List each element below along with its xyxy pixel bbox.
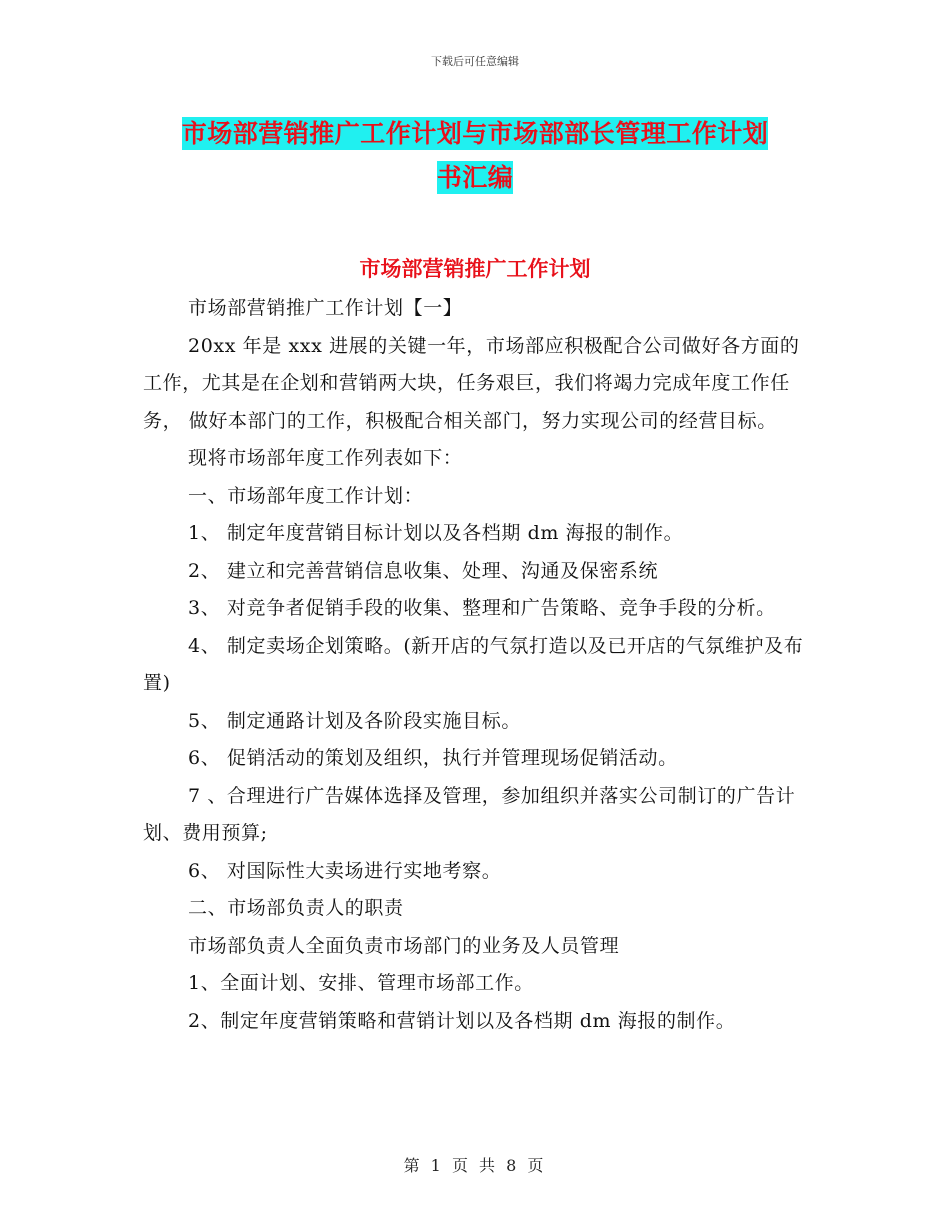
paragraph: 1、全面计划、安排、管理市场部工作。 — [188, 972, 534, 994]
paragraph: 20xx 年是 xxx 进展的关键一年，市场部应积极配合公司做好各方面的工作，尤其是在企划和营销两大块，任务艰巨，我们将竭力完成年度工作任务， 做好本部门的工作，积极配合相关部门，努力实现公司的经营目标。 — [143, 334, 800, 432]
document-title-line-2 — [0, 158, 950, 194]
paragraph: 2、 建立和完善营销信息收集、处理、沟通及保密系统 — [188, 559, 659, 582]
paragraph: 市场部负责人全面负责市场部门的业务及人员管理 — [188, 934, 620, 957]
paragraph: 6、 对国际性大卖场进行实地考察。 — [188, 859, 502, 882]
document-body — [143, 290, 813, 1040]
paragraph: 6、 促销活动的策划及组织，执行并管理现场促销活动。 — [188, 747, 678, 769]
page-footer: 第 1 页 共 8 页 — [403, 1156, 547, 1175]
paragraph: 2、制定年度营销策略和营销计划以及各档期 dm 海报的制作。 — [188, 1009, 736, 1032]
section-title: 市场部营销推广工作计划 — [359, 257, 591, 281]
paragraph: 二、市场部负责人的职责 — [188, 897, 404, 919]
paragraph: 3、 对竞争者促销手段的收集、整理和广告策略、竞争手段的分析。 — [188, 597, 776, 619]
paragraph: 现将市场部年度工作列表如下： — [188, 447, 463, 469]
paragraph: 1、 制定年度营销目标计划以及各档期 dm 海报的制作。 — [188, 522, 684, 544]
paragraph: 市场部营销推广工作计划【一】 — [188, 297, 463, 319]
document-title-line-1 — [0, 114, 950, 150]
paragraph: 一、市场部年度工作计划： — [188, 484, 424, 507]
paragraph: 7 、合理进行广告媒体选择及管理，参加组织并落实公司制订的广告计划、费用预算; — [143, 784, 796, 844]
document-title-text-1: 市场部营销推广工作计划与市场部部长管理工作计划 — [181, 119, 769, 148]
document-title-text-2: 书汇编 — [436, 163, 514, 192]
paragraph: 4、 制定卖场企划策略。(新开店的气氛打造以及已开店的气氛维护及布置) — [143, 634, 804, 694]
paragraph: 5、 制定通路计划及各阶段实施目标。 — [188, 709, 521, 732]
header-note: 下载后可任意编辑 — [431, 55, 519, 68]
